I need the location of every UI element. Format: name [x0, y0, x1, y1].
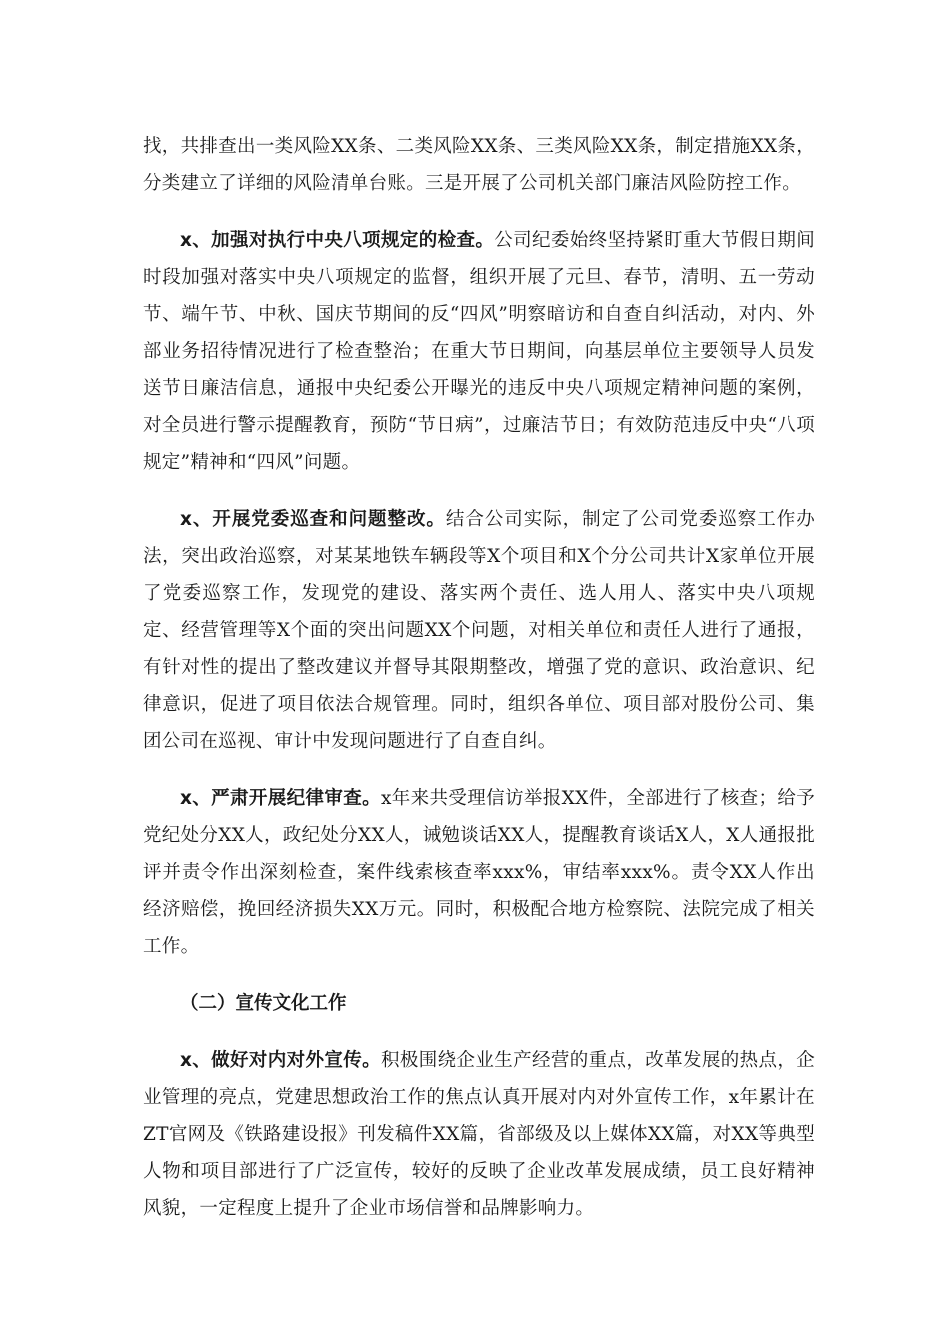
paragraph-publicity [143, 1042, 815, 1227]
paragraph-text: 积极围绕企业生产经营的重点，改革发展的热点，企业管理的亮点，党建思想政治工作的焦点认真开展对内对外宣传工作，x年累计在ZT官网及《铁路建设报》刊发稿件XX篇，省部级及以上媒体XX篇，对XX等典型人物和项目部进行了广泛宣传，较好的反映了企业改革发展成绩，员工良好精神风貌，一定程度上提升了企业市场信誉和品牌影响力。 [143, 1050, 816, 1219]
paragraph-lead-heading: x、严肃开展纪律审查。 [180, 788, 381, 809]
paragraph-lead-heading: x、加强对执行中央八项规定的检查。 [180, 230, 495, 251]
paragraph-text: x年来共受理信访举报XX件，全部进行了核查；给予党纪处分XX人，政纪处分XX人，诫勉谈话XX人，提醒教育谈话X人，X人通报批评并责令作出深刻检查，案件线索核查率xxx%，审结率xxx%。责令XX人作出经济赔偿，挽回经济损失XX万元。同时，积极配合地方检察院、法院完成了相关工作。 [143, 788, 815, 957]
paragraph-risk-ledger [143, 128, 815, 202]
paragraph-text: 找，共排查出一类风险XX条、二类风险XX条、三类风险XX条，制定措施XX条，分类建立了详细的风险清单台账。三是开展了公司机关部门廉洁风险防控工作。 [143, 136, 815, 194]
paragraph-text: 公司纪委始终坚持紧盯重大节假日期间时段加强对落实中央八项规定的监督，组织开展了元旦、春节，清明、五一劳动节、端午节、中秋、国庆节期间的反“四风”明察暗访和自查自纠活动，对内、外部业务招待情况进行了检查整治；在重大节日期间，向基层单位主要领导人员发送节日廉洁信息，通报中央纪委公开曝光的违反中央八项规定精神问题的案例，对全员进行警示提醒教育，预防“节日病”，过廉洁节日；有效防范违反中央“八项规定”精神和“四风”问题。 [143, 230, 815, 473]
paragraph-eight-regulations [143, 222, 815, 481]
paragraph-party-inspection [143, 501, 815, 760]
paragraph-text: 结合公司实际，制定了公司党委巡察工作办法，突出政治巡察，对某某地铁车辆段等X个项目和X个分公司共计X家单位开展了党委巡察工作，发现党的建设、落实两个责任、选人用人、落实中央八项规定、经营管理等X个面的突出问题XX个问题，对相关单位和责任人进行了通报，有针对性的提出了整改建议并督导其限期整改，增强了党的意识、政治意识、纪律意识，促进了项目依法合规管理。同时，组织各单位、项目部对股份公司、集团公司在巡视、审计中发现问题进行了自查自纠。 [143, 509, 815, 752]
paragraph-lead-heading: x、开展党委巡查和问题整改。 [180, 509, 446, 530]
document-page [143, 128, 815, 1227]
section-heading-publicity: （二）宣传文化工作 [180, 993, 347, 1014]
paragraph-lead-heading: x、做好对内对外宣传。 [180, 1050, 382, 1071]
paragraph-discipline-review [143, 780, 815, 965]
